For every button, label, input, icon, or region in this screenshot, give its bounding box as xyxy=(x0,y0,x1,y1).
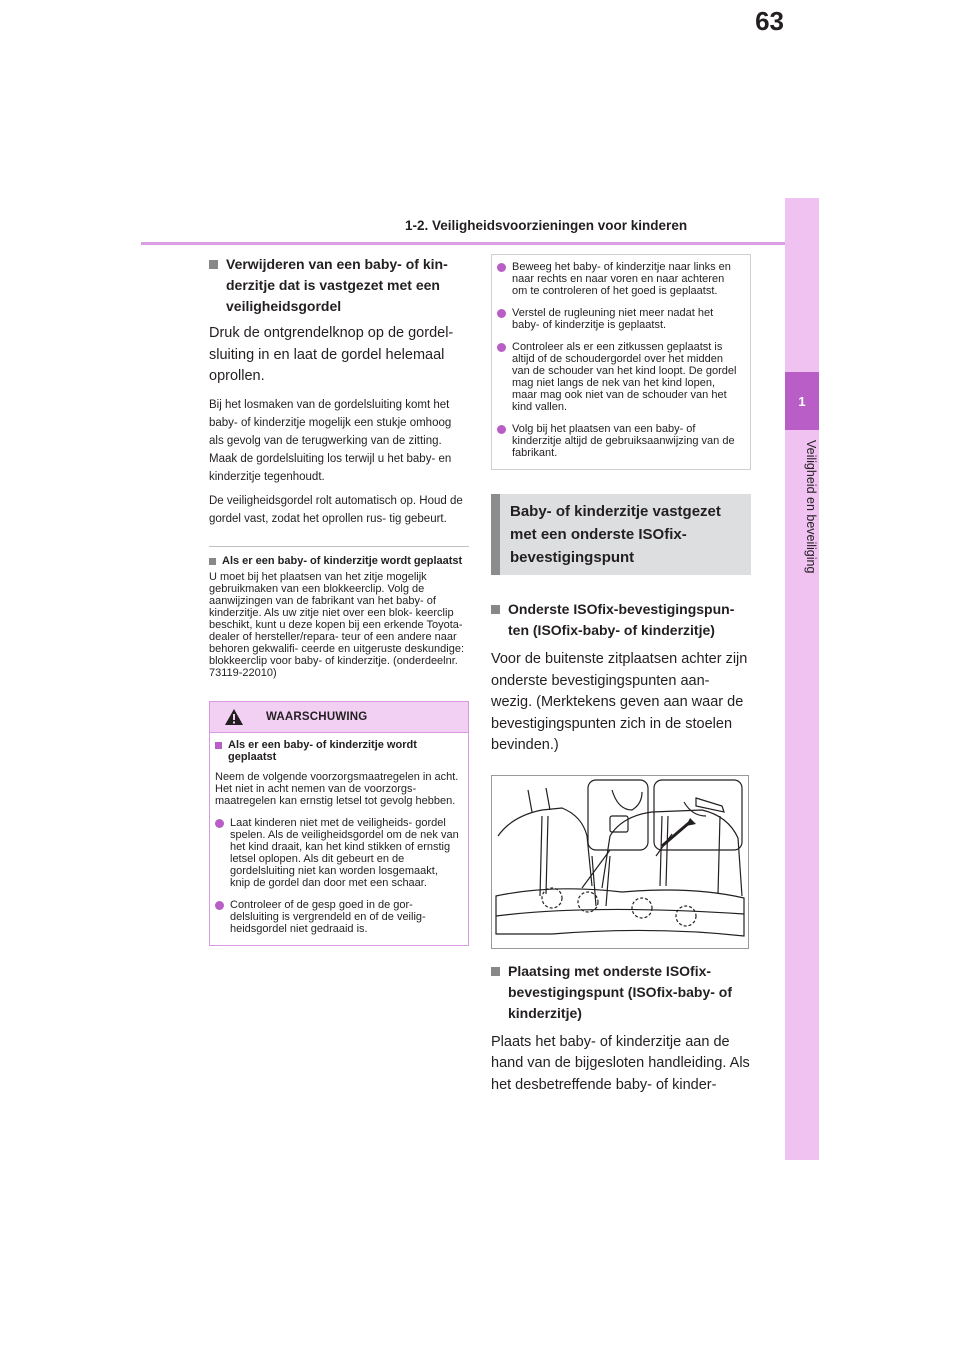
warning-header xyxy=(210,702,468,733)
section-heading-remove-seat: Verwijderen van een baby- of kin- derzitje dat is vastgezet met een veiligheidsgordel xyxy=(209,254,469,317)
square-bullet-icon xyxy=(215,742,222,749)
note-heading: Als er een baby- of kinderzitje wordt geplaatst xyxy=(209,555,469,567)
warning-triangle-icon xyxy=(224,708,244,726)
tip-bullet: Controleer als er een zitkussen geplaatst is altijd of de schoudergordel over het midden van de schouder van het kind loopt. De gordel mag niet langs de nek van het kind lopen, maar mag ook niet van de schouder van het kind vallen. xyxy=(497,341,742,413)
tip-bullet: Beweeg het baby- of kinderzitje naar links en naar rechts en naar voren en naar achteren om te controleren of het goed is geplaatst. xyxy=(497,261,742,297)
note-body: U moet bij het plaatsen van het zitje mogelijk gebruikmaken van een blokkeerclip. Volg de aanwijzingen van de fabrikant van het baby- of kinderzitje. Als uw zitje niet over een blok- keerclip beschikt, kunt u deze kopen bij een erkende Toyota-dealer of hersteller/repara- teur of een andere naar behoren gekwalifi- ceerde en uitgeruste deskundige: blokkeerclip voor baby- of kinderzitje. (onderdeelnr. 73119-22010) xyxy=(209,570,464,679)
isofix-anchor-illustration xyxy=(491,775,749,949)
header-rule xyxy=(141,242,785,245)
section-heading-isofix-install: Plaatsing met onderste ISOfix- bevestigingspunt (ISOfix-baby- of kinderzitje) xyxy=(491,961,751,1024)
right-column xyxy=(491,254,751,1104)
circle-bullet-icon xyxy=(215,819,224,828)
left-column xyxy=(209,254,469,946)
warning-content xyxy=(210,733,468,945)
chapter-label: Veiligheid en beveiliging xyxy=(804,440,818,574)
rear-seat-drawing xyxy=(492,776,748,948)
square-bullet-icon xyxy=(209,558,216,565)
chapter-number-tab: 1 xyxy=(785,372,819,430)
isofix-points-text: Voor de buitenste zitplaatsen achter zijn onderste bevestigingspunten aan- wezig. (Merktekens geven aan waar de bevestigingspunten zich in de stoelen bevinden.) xyxy=(491,651,748,753)
divider xyxy=(209,546,469,547)
warning-box xyxy=(209,701,469,946)
square-bullet-icon xyxy=(491,967,500,976)
warning-bullet: Controleer of de gesp goed in de gor- delsluiting is vergrendeld en of de veilig- heidsgordel niet gedraaid is. xyxy=(215,899,460,935)
tips-box xyxy=(491,254,751,470)
isofix-install-text: Plaats het baby- of kinderzitje aan de hand van de bijgesloten handleiding. Als het desbetreffende baby- of kinder- xyxy=(491,1033,750,1093)
circle-bullet-icon xyxy=(497,425,506,434)
paragraph-release-buckle: Bij het losmaken van de gordelsluiting komt het baby- of kinderzitje mogelijk een stukje omhoog als gevolg van de terugwerking van de zitting. Maak de gordelsluiting los terwijl u het baby- en kinderzitje tegenhoudt. xyxy=(209,398,452,483)
instruction-text: Druk de ontgrendelknop op de gordel- sluiting in en laat de gordel helemaal oprollen. xyxy=(209,325,454,384)
section-heading-isofix-points: Onderste ISOfix-bevestigingspun- ten (ISOfix-baby- of kinderzitje) xyxy=(491,599,751,641)
circle-bullet-icon xyxy=(215,901,224,910)
circle-bullet-icon xyxy=(497,263,506,272)
page-number: 63 xyxy=(755,6,784,36)
warning-title: WAARSCHUWING xyxy=(266,710,368,723)
square-bullet-icon xyxy=(491,605,500,614)
section-header-title: 1-2. Veiligheidsvoorzieningen voor kinderen xyxy=(405,218,688,233)
square-bullet-icon xyxy=(209,260,218,269)
isofix-section-header: Baby- of kinderzitje vastgezet met een onderste ISOfix- bevestigingspunt xyxy=(491,494,751,575)
circle-bullet-icon xyxy=(497,309,506,318)
tip-bullet: Verstel de rugleuning niet meer nadat het baby- of kinderzitje is geplaatst. xyxy=(497,307,742,331)
circle-bullet-icon xyxy=(497,343,506,352)
warning-bullet: Laat kinderen niet met de veiligheids- gordel spelen. Als de veiligheidsgordel om de nek van het kind draait, kan het kind stikken of ernstig letsel oplopen. Als dit gebeurt en de gordelsluiting niet kan worden losgemaakt, knip de gordel dan door met een schaar. xyxy=(215,817,460,889)
tip-bullet: Volg bij het plaatsen van een baby- of kinderzitje altijd de gebruiksaanwijzing van de fabrikant. xyxy=(497,423,742,459)
warning-intro: Neem de volgende voorzorgsmaatregelen in acht. Het niet in acht nemen van de voorzorgs- maatregelen kan ernstig letsel tot gevolg hebben. xyxy=(215,770,459,807)
paragraph-retract-belt: De veiligheidsgordel rolt automatisch op. Houd de gordel vast, zodat het oprollen rus- tig gebeurt. xyxy=(209,494,463,525)
warning-subtitle: Als er een baby- of kinderzitje wordt geplaatst xyxy=(215,739,460,763)
